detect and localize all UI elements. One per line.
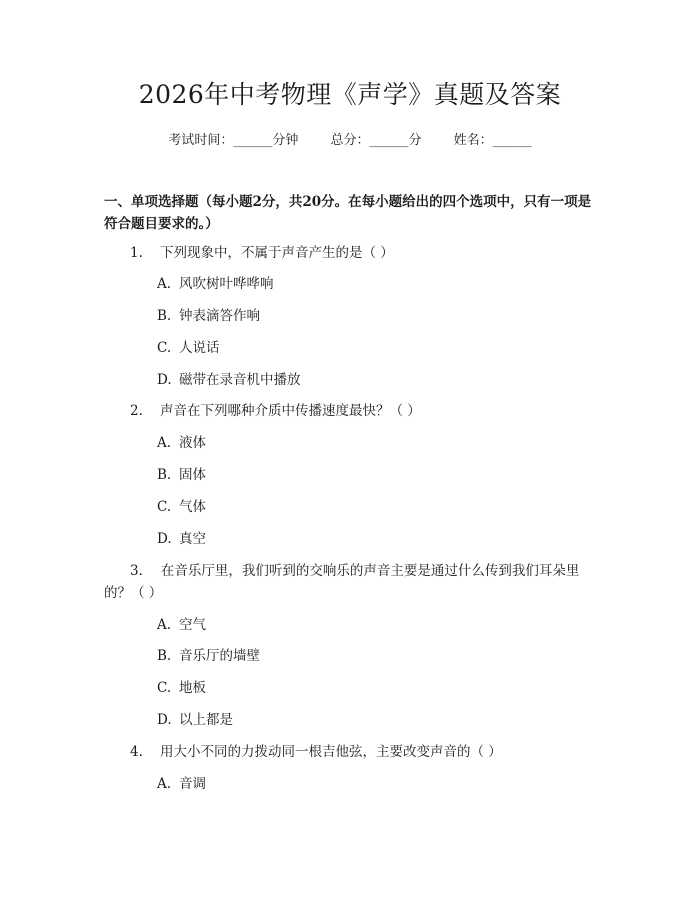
option-text: 风吹树叶哗哗响 [179,276,274,292]
option-2c [157,496,206,518]
document-title: 2026年中考物理《声学》真题及答案 [138,80,562,109]
option-text: 音乐厅的墙壁 [179,648,260,664]
option-text: 气体 [179,499,206,515]
option-letter: A. [157,276,172,292]
exam-meta [0,131,700,151]
question-1 [104,242,602,264]
option-1b [157,305,260,327]
option-text: 地板 [179,680,206,696]
option-letter: B. [157,308,172,324]
option-1a [157,273,274,295]
option-text: 人说话 [179,340,220,356]
total-score-field: 总分：______分 [330,133,422,148]
option-2d [157,528,206,550]
question-number: 3. [130,563,143,579]
question-number: 2. [130,403,143,419]
option-2a [157,432,206,454]
question-3 [104,560,602,604]
question-2 [104,400,602,422]
option-text: 固体 [179,467,206,483]
option-letter: A. [157,435,172,451]
question-number: 1. [130,245,143,261]
section-heading: 一、单项选择题（每小题2分，共20分。在每小题给出的四个选项中，只有一项是符合题目要求的。） [104,194,592,232]
option-3b [157,645,260,667]
option-2b [157,464,206,486]
question-text: 用大小不同的力拨动同一根吉他弦，主要改变声音的（ ） [160,744,502,760]
option-letter: D. [157,712,172,728]
question-text: 声音在下列哪种介质中传播速度最快？（ ） [160,403,421,419]
option-text: 真空 [179,531,206,547]
option-letter: B. [157,648,172,664]
option-letter: C. [157,499,172,515]
question-text: 下列现象中，不属于声音产生的是（ ） [160,245,394,261]
option-letter: D. [157,372,172,388]
question-number: 4. [130,744,143,760]
option-letter: A. [157,617,172,633]
name-field: 姓名：______ [453,133,532,148]
option-letter: C. [157,680,172,696]
option-1d [157,369,301,391]
option-text: 磁带在录音机中播放 [179,372,301,388]
option-3a [157,614,206,636]
option-text: 以上都是 [179,712,233,728]
option-1c [157,337,220,359]
option-4a [157,773,206,795]
option-letter: C. [157,340,172,356]
option-letter: B. [157,467,172,483]
option-text: 空气 [179,617,206,633]
exam-time-field: 考试时间：______分钟 [168,133,299,148]
option-letter: D. [157,531,172,547]
option-text: 液体 [179,435,206,451]
option-text: 钟表滴答作响 [179,308,260,324]
question-text: 在音乐厅里，我们听到的交响乐的声音主要是通过什么传到我们耳朵里的？（ ） [104,563,580,601]
option-3d [157,709,233,731]
option-3c [157,677,206,699]
option-letter: A. [157,776,172,792]
option-text: 音调 [179,776,206,792]
question-4 [104,741,602,763]
